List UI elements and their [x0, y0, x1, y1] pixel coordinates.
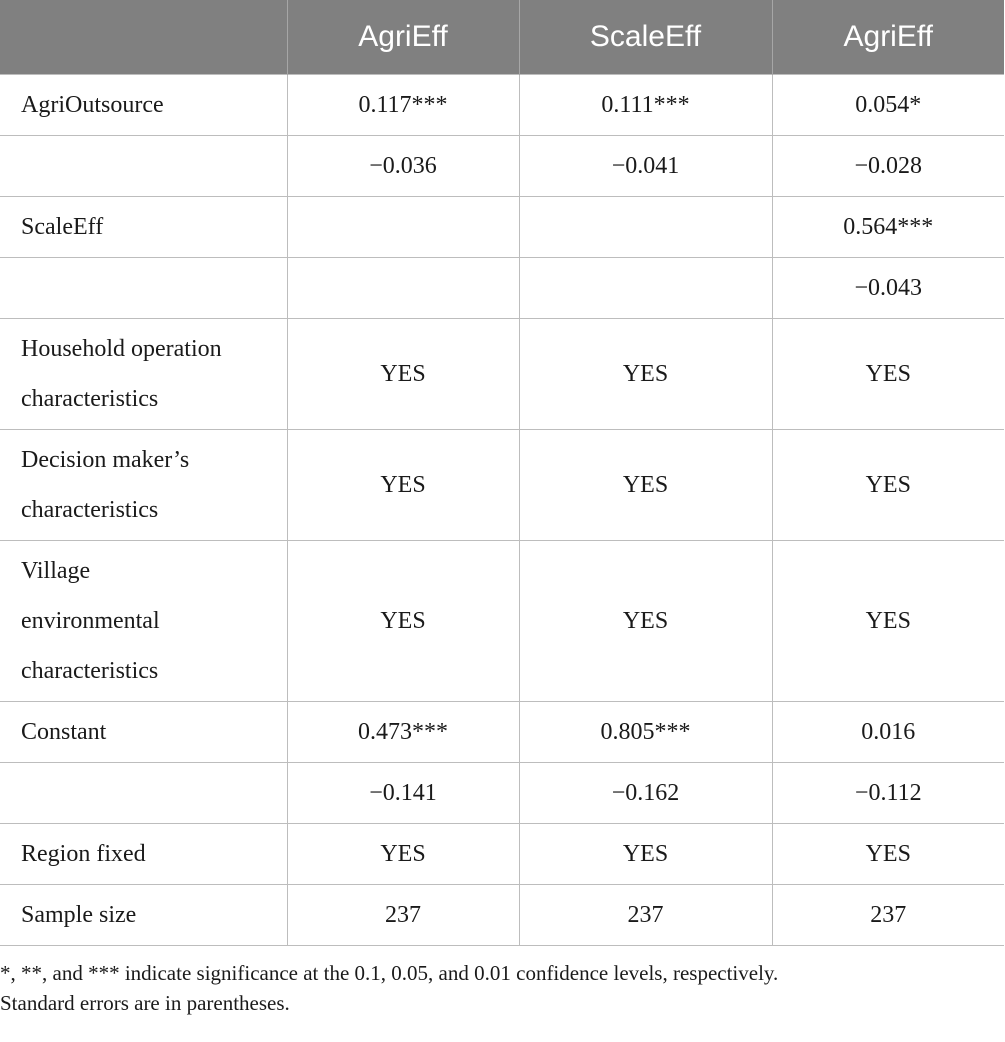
cell-value: 0.564*** [772, 197, 1004, 258]
cell-value: 237 [287, 885, 519, 946]
table-row [0, 430, 1004, 541]
row-label: ScaleEff [0, 197, 287, 258]
row-label [0, 763, 287, 824]
cell-value: YES [519, 541, 772, 702]
table-row [0, 319, 1004, 430]
table-row [0, 197, 1004, 258]
cell-value: −0.162 [519, 763, 772, 824]
cell-value: −0.041 [519, 136, 772, 197]
table-row [0, 763, 1004, 824]
table-row [0, 885, 1004, 946]
row-label: Household operation characteristics [0, 319, 287, 430]
table-row [0, 702, 1004, 763]
cell-value: −0.036 [287, 136, 519, 197]
cell-value: 237 [772, 885, 1004, 946]
cell-value: 0.054* [772, 75, 1004, 136]
row-label [0, 258, 287, 319]
cell-value: YES [772, 541, 1004, 702]
table-row [0, 824, 1004, 885]
cell-value: 0.016 [772, 702, 1004, 763]
cell-value [519, 258, 772, 319]
table-row [0, 75, 1004, 136]
footnote-significance: *, **, and *** indicate significance at the 0.1, 0.05, and 0.01 confidence levels, respectively. [0, 961, 779, 985]
cell-value: 237 [519, 885, 772, 946]
cell-value: 0.805*** [519, 702, 772, 763]
table-header-row [0, 0, 1004, 75]
cell-value: 0.473*** [287, 702, 519, 763]
table-row [0, 541, 1004, 702]
table-row [0, 136, 1004, 197]
row-label: Decision maker’s characteristics [0, 430, 287, 541]
row-label: Sample size [0, 885, 287, 946]
cell-value: YES [772, 824, 1004, 885]
header-cell-scaleeff: ScaleEff [519, 0, 772, 75]
cell-value: −0.141 [287, 763, 519, 824]
cell-value: 0.111*** [519, 75, 772, 136]
cell-value: −0.028 [772, 136, 1004, 197]
header-cell-variable [0, 0, 287, 75]
cell-value [287, 197, 519, 258]
footnote-standard-errors: Standard errors are in parentheses. [0, 991, 290, 1015]
cell-value [519, 197, 772, 258]
row-label: AgriOutsource [0, 75, 287, 136]
cell-value: YES [287, 824, 519, 885]
row-label: Region fixed [0, 824, 287, 885]
cell-value: YES [772, 430, 1004, 541]
cell-value: −0.112 [772, 763, 1004, 824]
cell-value: YES [519, 319, 772, 430]
cell-value: YES [287, 541, 519, 702]
cell-value: YES [519, 824, 772, 885]
table-footnote [0, 958, 1000, 1018]
cell-value: −0.043 [772, 258, 1004, 319]
row-label [0, 136, 287, 197]
cell-value: 0.117*** [287, 75, 519, 136]
cell-value: YES [287, 430, 519, 541]
cell-value [287, 258, 519, 319]
cell-value: YES [519, 430, 772, 541]
table-row [0, 258, 1004, 319]
row-label: Village environmental characteristics [0, 541, 287, 702]
header-cell-agrieff-2: AgriEff [772, 0, 1004, 75]
row-label: Constant [0, 702, 287, 763]
cell-value: YES [772, 319, 1004, 430]
header-cell-agrieff-1: AgriEff [287, 0, 519, 75]
cell-value: YES [287, 319, 519, 430]
